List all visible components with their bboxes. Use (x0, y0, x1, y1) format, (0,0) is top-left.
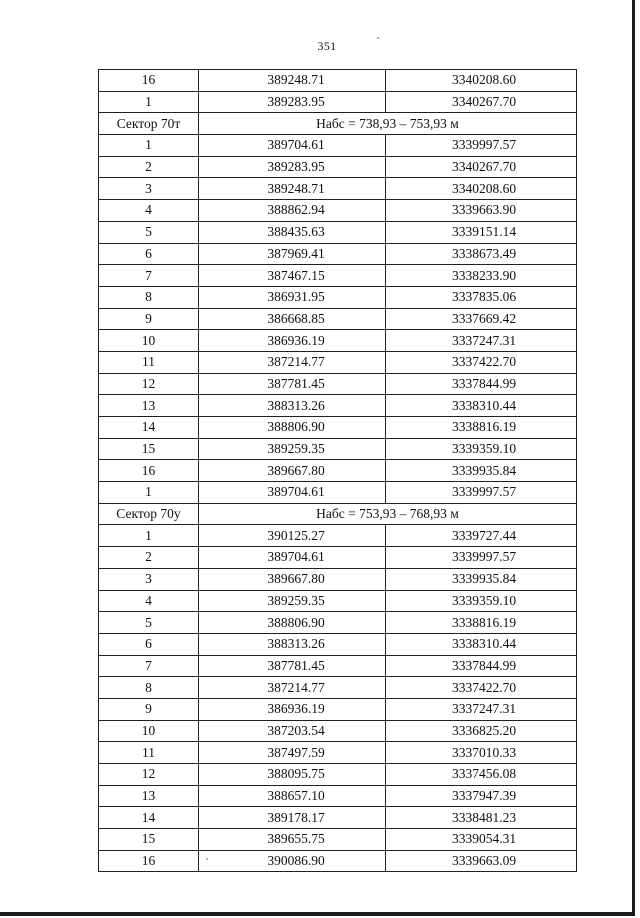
table-row (99, 677, 577, 699)
table-row (99, 221, 577, 243)
y-coordinate-cell: 3337456.08 (386, 764, 577, 786)
y-coordinate-cell: 3337669.42 (386, 308, 577, 330)
table-row (99, 438, 577, 460)
x-coordinate-cell: 389283.95 (199, 91, 386, 113)
table-row (99, 156, 577, 178)
x-coordinate-cell: 389667.80 (199, 568, 386, 590)
x-coordinate-cell: 386936.19 (199, 330, 386, 352)
x-coordinate-cell: 387781.45 (199, 373, 386, 395)
y-coordinate-cell: 3337947.39 (386, 785, 577, 807)
x-coordinate-cell: 388657.10 (199, 785, 386, 807)
table-row (99, 590, 577, 612)
y-coordinate-cell: 3339997.57 (386, 482, 577, 504)
point-number-cell: 7 (99, 265, 199, 287)
table-row (99, 850, 577, 872)
y-coordinate-cell: 3339359.10 (386, 438, 577, 460)
x-coordinate-cell: 387214.77 (199, 677, 386, 699)
x-coordinate-cell: 389248.71 (199, 178, 386, 200)
y-coordinate-cell: 3338233.90 (386, 265, 577, 287)
x-coordinate-cell: 387203.54 (199, 720, 386, 742)
x-coordinate-cell: 389704.61 (199, 135, 386, 157)
table-row (99, 764, 577, 786)
page-number: 351 (317, 39, 337, 53)
y-coordinate-cell: 3338310.44 (386, 633, 577, 655)
table-row (99, 633, 577, 655)
y-coordinate-cell: 3340208.60 (386, 70, 577, 92)
table-row (99, 135, 577, 157)
table-row (99, 720, 577, 742)
scan-speck (206, 858, 208, 860)
coordinates-table-body (99, 70, 577, 872)
x-coordinate-cell: 387214.77 (199, 351, 386, 373)
table-row (99, 417, 577, 439)
point-number-cell: 10 (99, 720, 199, 742)
x-coordinate-cell: 389704.61 (199, 547, 386, 569)
point-number-cell: 1 (99, 525, 199, 547)
table-row (99, 807, 577, 829)
point-number-cell: 2 (99, 547, 199, 569)
y-coordinate-cell: 3339663.90 (386, 200, 577, 222)
x-coordinate-cell: 389178.17 (199, 807, 386, 829)
point-number-cell: 16 (99, 70, 199, 92)
sector-header-row (99, 503, 577, 525)
y-coordinate-cell: 3339663.09 (386, 850, 577, 872)
point-number-cell: 10 (99, 330, 199, 352)
x-coordinate-cell: 388435.63 (199, 221, 386, 243)
sector-header-row (99, 113, 577, 135)
y-coordinate-cell: 3337010.33 (386, 742, 577, 764)
x-coordinate-cell: 389248.71 (199, 70, 386, 92)
table-row (99, 525, 577, 547)
x-coordinate-cell: 388806.90 (199, 417, 386, 439)
point-number-cell: 5 (99, 612, 199, 634)
table-row (99, 829, 577, 851)
table-row (99, 460, 577, 482)
x-coordinate-cell: 389259.35 (199, 438, 386, 460)
y-coordinate-cell: 3337247.31 (386, 330, 577, 352)
table-row (99, 91, 577, 113)
point-number-cell: 13 (99, 785, 199, 807)
y-coordinate-cell: 3337844.99 (386, 373, 577, 395)
point-number-cell: 16 (99, 850, 199, 872)
point-number-cell: 11 (99, 742, 199, 764)
y-coordinate-cell: 3339151.14 (386, 221, 577, 243)
x-coordinate-cell: 388313.26 (199, 395, 386, 417)
x-coordinate-cell: 389667.80 (199, 460, 386, 482)
point-number-cell: 15 (99, 829, 199, 851)
table-row (99, 351, 577, 373)
point-number-cell: 7 (99, 655, 199, 677)
table-row (99, 612, 577, 634)
table-row (99, 482, 577, 504)
point-number-cell: 3 (99, 178, 199, 200)
x-coordinate-cell: 387497.59 (199, 742, 386, 764)
point-number-cell: 6 (99, 243, 199, 265)
point-number-cell: 2 (99, 156, 199, 178)
table-row (99, 698, 577, 720)
sector-name-cell: Сектор 70т (99, 113, 199, 135)
x-coordinate-cell: 389655.75 (199, 829, 386, 851)
x-coordinate-cell: 389283.95 (199, 156, 386, 178)
table-row (99, 742, 577, 764)
point-number-cell: 11 (99, 351, 199, 373)
table-row (99, 265, 577, 287)
y-coordinate-cell: 3340267.70 (386, 156, 577, 178)
y-coordinate-cell: 3339997.57 (386, 135, 577, 157)
point-number-cell: 9 (99, 308, 199, 330)
point-number-cell: 14 (99, 807, 199, 829)
x-coordinate-cell: 389704.61 (199, 482, 386, 504)
table-row (99, 373, 577, 395)
table-row (99, 395, 577, 417)
point-number-cell: 4 (99, 200, 199, 222)
scan-speck (377, 37, 379, 39)
sector-range-cell: Набс = 753,93 – 768,93 м (199, 503, 577, 525)
table-row (99, 330, 577, 352)
point-number-cell: 6 (99, 633, 199, 655)
y-coordinate-cell: 3340267.70 (386, 91, 577, 113)
point-number-cell: 4 (99, 590, 199, 612)
table-row (99, 178, 577, 200)
x-coordinate-cell: 390125.27 (199, 525, 386, 547)
point-number-cell: 8 (99, 677, 199, 699)
table-row (99, 286, 577, 308)
x-coordinate-cell: 388862.94 (199, 200, 386, 222)
table-row (99, 70, 577, 92)
table-row (99, 308, 577, 330)
table-row (99, 568, 577, 590)
point-number-cell: 12 (99, 373, 199, 395)
point-number-cell: 8 (99, 286, 199, 308)
y-coordinate-cell: 3339997.57 (386, 547, 577, 569)
table-row (99, 200, 577, 222)
x-coordinate-cell: 388095.75 (199, 764, 386, 786)
y-coordinate-cell: 3337422.70 (386, 351, 577, 373)
x-coordinate-cell: 387467.15 (199, 265, 386, 287)
table-row (99, 243, 577, 265)
x-coordinate-cell: 387969.41 (199, 243, 386, 265)
x-coordinate-cell: 389259.35 (199, 590, 386, 612)
y-coordinate-cell: 3338673.49 (386, 243, 577, 265)
x-coordinate-cell: 386931.95 (199, 286, 386, 308)
y-coordinate-cell: 3337835.06 (386, 286, 577, 308)
x-coordinate-cell: 388806.90 (199, 612, 386, 634)
sector-range-cell: Набс = 738,93 – 753,93 м (199, 113, 577, 135)
y-coordinate-cell: 3337247.31 (386, 698, 577, 720)
x-coordinate-cell: 386668.85 (199, 308, 386, 330)
y-coordinate-cell: 3339935.84 (386, 460, 577, 482)
y-coordinate-cell: 3339935.84 (386, 568, 577, 590)
table-row (99, 785, 577, 807)
y-coordinate-cell: 3339359.10 (386, 590, 577, 612)
table-row (99, 547, 577, 569)
point-number-cell: 1 (99, 91, 199, 113)
y-coordinate-cell: 3338816.19 (386, 612, 577, 634)
y-coordinate-cell: 3339054.31 (386, 829, 577, 851)
x-coordinate-cell: 386936.19 (199, 698, 386, 720)
point-number-cell: 14 (99, 417, 199, 439)
y-coordinate-cell: 3338816.19 (386, 417, 577, 439)
x-coordinate-cell: 387781.45 (199, 655, 386, 677)
sector-name-cell: Сектор 70у (99, 503, 199, 525)
y-coordinate-cell: 3337422.70 (386, 677, 577, 699)
point-number-cell: 1 (99, 482, 199, 504)
point-number-cell: 16 (99, 460, 199, 482)
y-coordinate-cell: 3337844.99 (386, 655, 577, 677)
point-number-cell: 3 (99, 568, 199, 590)
point-number-cell: 1 (99, 135, 199, 157)
x-coordinate-cell: 390086.90 (199, 850, 386, 872)
point-number-cell: 15 (99, 438, 199, 460)
y-coordinate-cell: 3340208.60 (386, 178, 577, 200)
x-coordinate-cell: 388313.26 (199, 633, 386, 655)
y-coordinate-cell: 3338481.23 (386, 807, 577, 829)
y-coordinate-cell: 3338310.44 (386, 395, 577, 417)
point-number-cell: 12 (99, 764, 199, 786)
y-coordinate-cell: 3339727.44 (386, 525, 577, 547)
table-row (99, 655, 577, 677)
point-number-cell: 13 (99, 395, 199, 417)
coordinates-table (98, 69, 577, 872)
point-number-cell: 5 (99, 221, 199, 243)
y-coordinate-cell: 3336825.20 (386, 720, 577, 742)
point-number-cell: 9 (99, 698, 199, 720)
